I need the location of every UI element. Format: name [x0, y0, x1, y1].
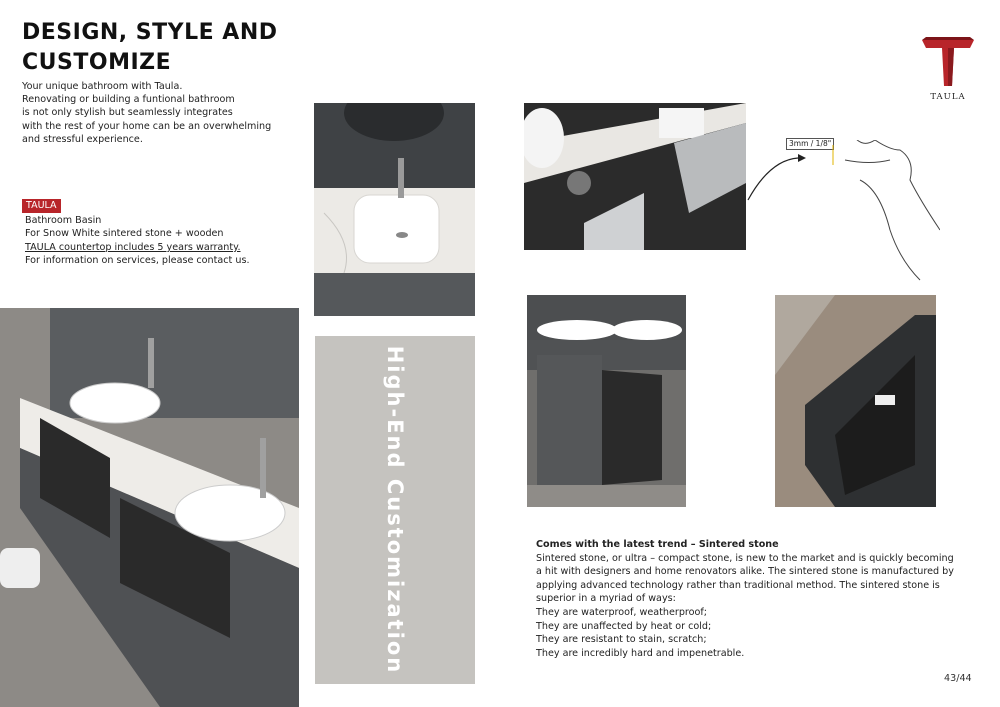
drawers-photo	[524, 103, 746, 250]
trend-line: superior in a myriad of ways:	[536, 593, 676, 605]
hand-sketch-icon	[740, 140, 940, 290]
product-info-line: Bathroom Basin	[25, 215, 102, 226]
title-line-2: CUSTOMIZE	[22, 50, 172, 75]
intro-line: Your unique bathroom with Taula.	[22, 81, 183, 92]
measurement-label: 3mm / 1/8"	[786, 138, 834, 150]
intro-text	[22, 80, 302, 146]
contact-line: For information on services, please contact us.	[25, 255, 250, 267]
intro-line: Renovating or building a funtional bathroom	[22, 94, 235, 106]
product-info-line: For Snow White sintered stone + wooden	[25, 228, 224, 240]
brand-badge: TAULA	[22, 199, 61, 213]
trend-line: They are incredibly hard and impenetrable.	[536, 647, 745, 659]
basin-photo	[314, 103, 475, 316]
open-drawer-photo	[527, 295, 686, 507]
title-line-1: DESIGN, STYLE AND	[22, 20, 278, 45]
sintered-stone-text	[536, 538, 956, 660]
trend-heading: Comes with the latest trend – Sintered stone	[536, 539, 779, 550]
trend-line: They are waterproof, weatherproof;	[536, 606, 707, 618]
trend-line: They are unaffected by heat or cold;	[536, 620, 712, 632]
trend-line: They are resistant to stain, scratch;	[536, 634, 707, 646]
intro-line: and stressful experience.	[22, 133, 143, 145]
warranty-line: TAULA countertop includes 5 years warranty.	[25, 241, 241, 253]
page-number: 43/44	[944, 673, 972, 684]
trend-line: Sintered stone, or ultra – compact stone, is new to the market and is quickly becoming	[536, 552, 954, 564]
vertical-banner	[315, 336, 475, 684]
page-title	[22, 18, 312, 78]
drawer-detail-photo	[775, 295, 936, 507]
vertical-banner-text: High-End Customization	[383, 345, 407, 675]
trend-line: a hit with designers and home renovators alike. The sintered stone is manufactured by	[536, 566, 954, 578]
trend-line: applying advanced technology rather than traditional method. The sintered stone is	[536, 579, 940, 591]
intro-line: is not only stylish but seamlessly integrates	[22, 107, 233, 119]
product-info	[25, 214, 285, 268]
intro-line: with the rest of your home can be an overwhelming	[22, 120, 272, 132]
logo-text: TAULA	[930, 92, 966, 102]
double-vanity-photo	[0, 308, 299, 707]
